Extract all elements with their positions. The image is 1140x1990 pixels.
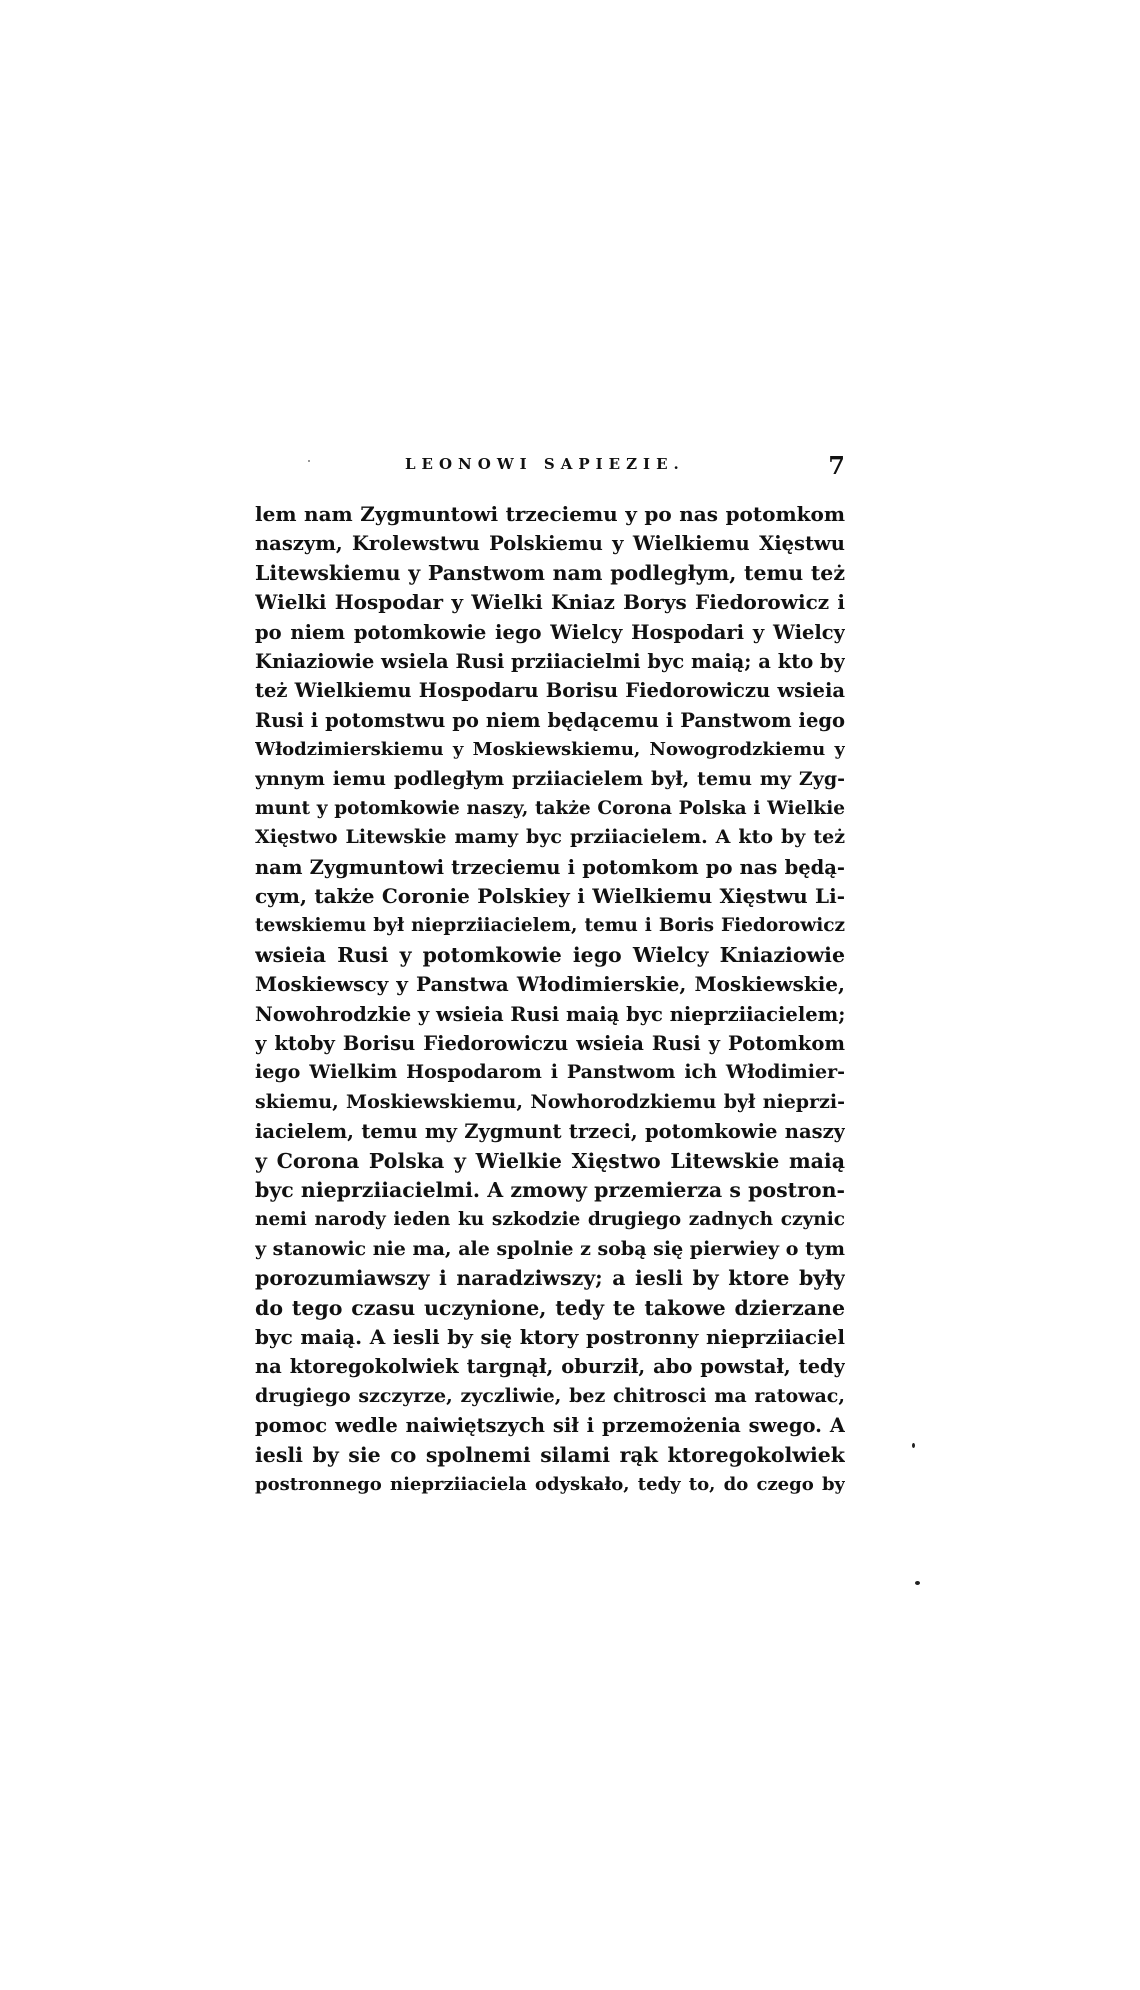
text-line: postronnego nieprziiaciela odyskało, tedy to, do czego by bbox=[255, 1473, 845, 1495]
text-line: porozumiawszy i naradziwszy; a iesli by ktore były bbox=[255, 1266, 845, 1291]
text-line: nam Zygmuntowi trzeciemu i potomkom po nas będą- bbox=[255, 855, 845, 879]
text-line: Włodzimierskiemu y Moskiewskiemu, Nowogrodzkiemu y bbox=[255, 739, 845, 761]
text-line: Kniaziowie wsiela Rusi prziiacielmi byc maią; a kto by bbox=[255, 649, 845, 673]
text-line: munt y potomkowie naszy, także Corona Polska i Wielkie bbox=[255, 797, 845, 819]
text-line: y stanowic nie ma, ale spolnie z sobą się pierwiey o tym bbox=[255, 1237, 845, 1260]
text-line: na ktoregokolwiek targnął, oburził, abo powstał, tedy bbox=[255, 1355, 845, 1379]
text-line: Nowohrodzkie y wsieia Rusi maią byc nieprziiacielem; bbox=[255, 1002, 845, 1026]
text-line: Rusi i potomstwu po niem będącemu i Panstwom iego bbox=[255, 708, 845, 732]
text-line: do tego czasu uczynione, tedy te takowe dzierzane bbox=[255, 1295, 845, 1320]
text-line: Moskiewscy y Panstwa Włodimierskie, Moskiewskie, bbox=[255, 972, 845, 997]
text-line: lem nam Zygmuntowi trzeciemu y po nas potomkom bbox=[255, 502, 845, 526]
text-line: też Wielkiemu Hospodaru Borisu Fiedorowiczu wsieia bbox=[255, 679, 845, 703]
ink-speck bbox=[915, 1581, 920, 1585]
text-line: Wielki Hospodar y Wielki Kniaz Borys Fiedorowicz i bbox=[255, 590, 845, 615]
text-line: y ktoby Borisu Fiedorowiczu wsieia Rusi y Potomkom bbox=[255, 1032, 845, 1056]
text-line: drugiego szczyrze, zyczliwie, bez chitrosci ma ratowac, bbox=[255, 1384, 845, 1407]
text-line: skiemu, Moskiewskiemu, Nowhorodzkiemu był nieprzi- bbox=[255, 1090, 845, 1113]
text-line: byc maią. A iesli by się ktory postronny nieprziiaciel bbox=[255, 1324, 845, 1349]
text-line: tewskiemu był nieprziiacielem, temu i Boris Fiedorowicz bbox=[255, 915, 845, 937]
page-header-title: LEONOWI SAPIEZIE. bbox=[405, 455, 685, 473]
ink-speck bbox=[308, 460, 310, 462]
text-line: Litewskiemu y Panstwom nam podległym, temu też bbox=[255, 560, 845, 585]
text-line: nemi narody ieden ku szkodzie drugiego zadnych czynic bbox=[255, 1209, 845, 1231]
text-line: y Corona Polska y Wielkie Xięstwo Litewskie maią bbox=[255, 1148, 845, 1173]
running-head bbox=[255, 451, 845, 485]
text-line: iacielem, temu my Zygmunt trzeci, potomkowie naszy bbox=[255, 1120, 845, 1144]
text-line: po niem potomkowie iego Wielcy Hospodari y Wielcy bbox=[255, 620, 845, 644]
ink-speck bbox=[912, 1443, 915, 1448]
text-line: wsieia Rusi y potomkowie iego Wielcy Kniaziowie bbox=[255, 942, 845, 967]
text-line: naszym, Krolewstwu Polskiemu y Wielkiemu Xięstwu bbox=[255, 532, 845, 556]
text-line: byc nieprziiacielmi. A zmowy przemierza s postron- bbox=[255, 1177, 845, 1202]
body-text bbox=[255, 500, 845, 1499]
text-line: ynnym iemu podległym prziiacielem był, temu my Zyg- bbox=[255, 767, 845, 790]
text-line: iego Wielkim Hospodarom i Panstwom ich Włodimier- bbox=[255, 1061, 845, 1084]
text-line: pomoc wedle naiwiętszych sił i przemożenia swego. A bbox=[255, 1414, 845, 1438]
text-line: cym, także Coronie Polskiey i Wielkiemu Xięstwu Li- bbox=[255, 884, 845, 909]
text-line: Xięstwo Litewskie mamy byc prziiacielem. A kto by też bbox=[255, 826, 845, 849]
text-line: iesli by sie co spolnemi silami rąk ktoregokolwiek bbox=[255, 1442, 845, 1467]
page-number: 7 bbox=[828, 451, 845, 480]
